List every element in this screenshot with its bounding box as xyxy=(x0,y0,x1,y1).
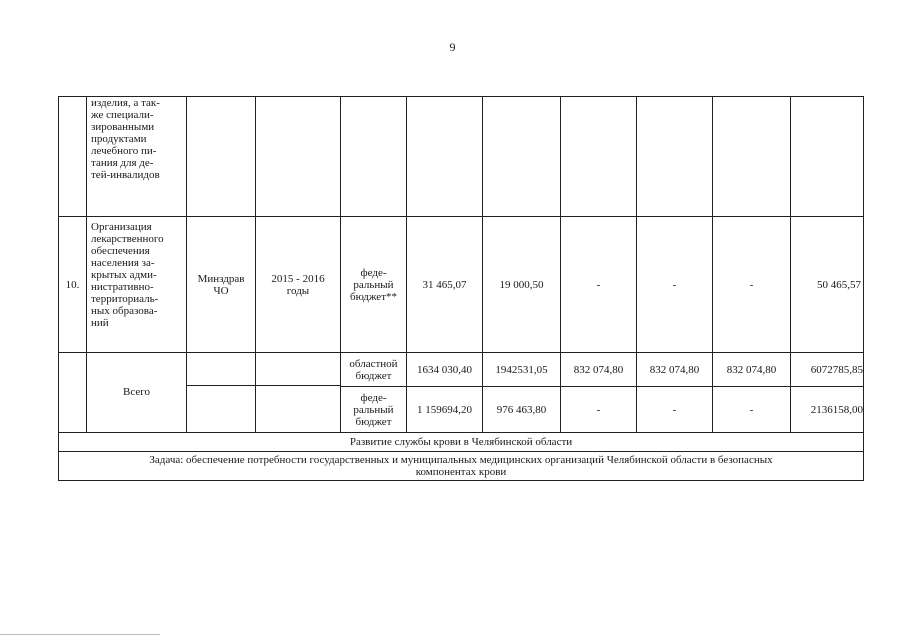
page-bottom-mark xyxy=(0,634,160,635)
row-10-value-2019: - xyxy=(749,278,754,291)
total-federal-total: 2136158,00 xyxy=(810,403,863,416)
row-10-executor: Минздрав ЧО xyxy=(197,272,245,297)
row-10-value-2018: - xyxy=(672,278,677,291)
row-10-name: Организация лекарственного обеспечения населения за- крытых адми- нистративно- территориаль- ных образова- ний xyxy=(91,221,164,329)
grid-line xyxy=(186,385,340,386)
row-10-source: феде- ральный бюджет** xyxy=(350,266,397,303)
total-label: Всего xyxy=(123,386,150,398)
page-number: 9 xyxy=(449,40,456,54)
total-federal-2015: 1 159694,20 xyxy=(417,403,472,416)
total-regional-2017: 832 074,80 xyxy=(573,363,624,376)
total-regional-2015: 1634 030,40 xyxy=(417,363,472,376)
total-federal-2016: 976 463,80 xyxy=(496,403,547,416)
row-10-total: 50 465,57 xyxy=(817,278,861,291)
total-regional-total: 6072785,85 xyxy=(810,363,863,376)
total-federal-source: феде- ральный бюджет xyxy=(353,391,394,428)
task-text: Задача: обеспечение потребности государственных и муниципальных медицинских организаций Челябинской области в безопасных компонентах крови xyxy=(149,454,773,478)
grid-line xyxy=(86,96,87,432)
row-10-value-2016: 19 000,50 xyxy=(499,278,544,291)
continued-row-name: изделия, а так- же специали- зированными продуктами лечебного пи- тания для де- тей-инвалидов xyxy=(91,97,160,181)
total-regional-2016: 1942531,05 xyxy=(495,363,548,376)
row-10-period: 2015 - 2016 годы xyxy=(271,272,325,297)
grid-line xyxy=(58,480,864,481)
total-regional-2019: 832 074,80 xyxy=(726,363,777,376)
section-title: Развитие службы крови в Челябинской области xyxy=(349,436,573,448)
total-federal-2017: - xyxy=(596,403,601,416)
row-10-value-2017: - xyxy=(596,278,601,291)
row-10-value-2015: 31 465,07 xyxy=(422,278,467,291)
row-10-number: 10. xyxy=(65,278,80,291)
total-federal-2018: - xyxy=(672,403,677,416)
total-federal-2019: - xyxy=(749,403,754,416)
grid-line xyxy=(863,96,864,481)
total-regional-source: областной бюджет xyxy=(349,357,398,382)
total-regional-2018: 832 074,80 xyxy=(649,363,700,376)
